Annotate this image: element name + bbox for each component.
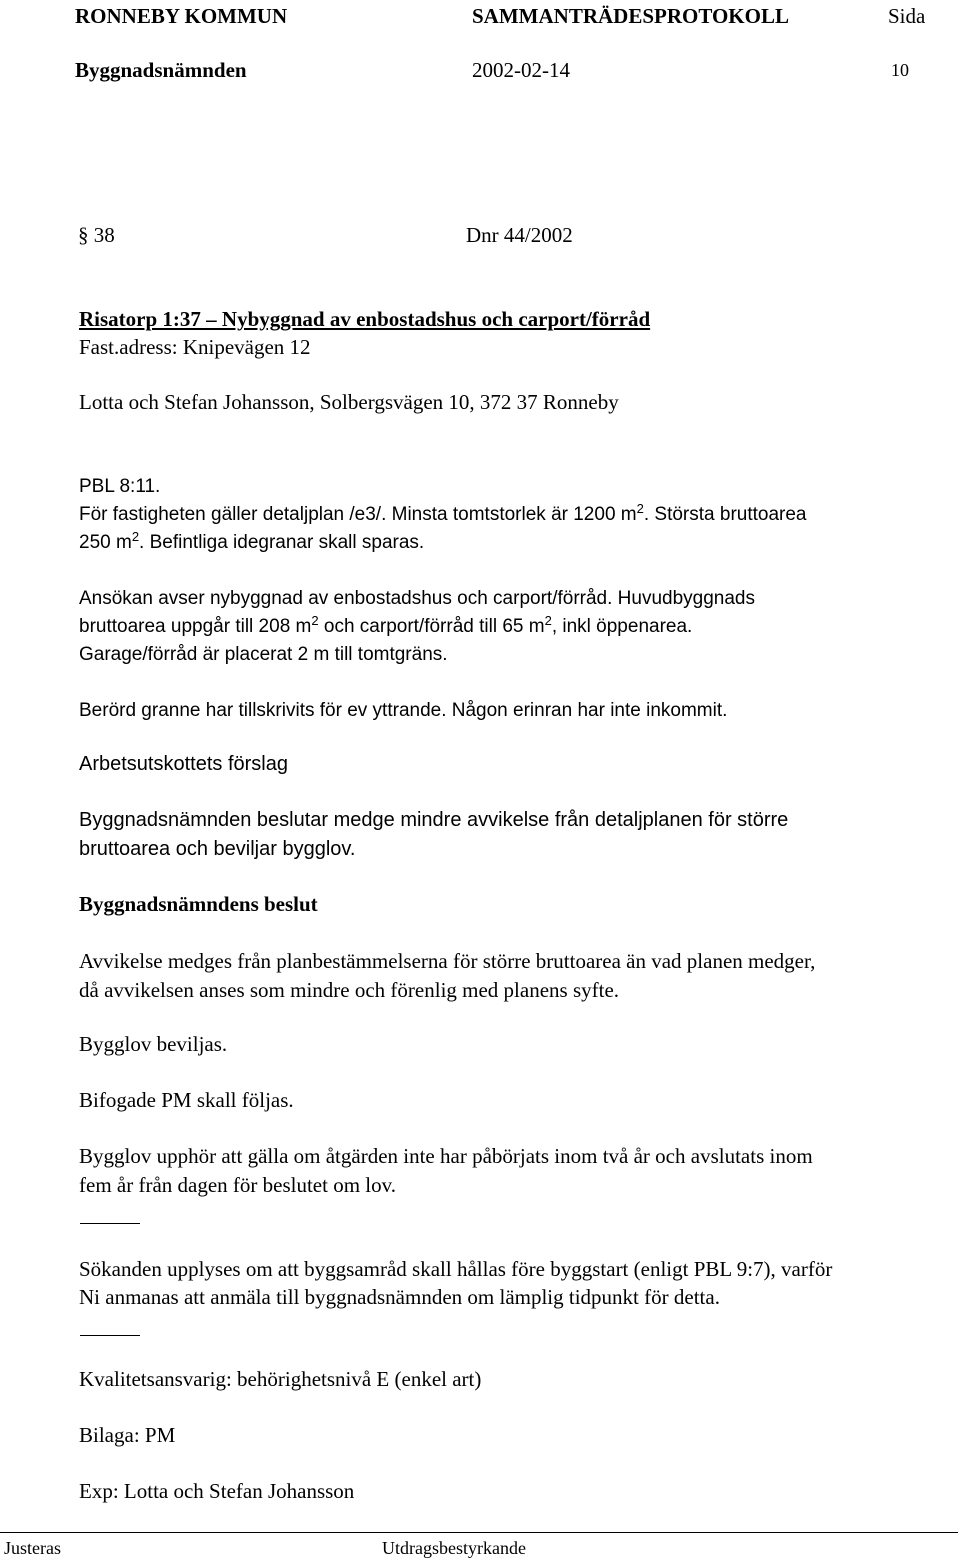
footer-rule [0, 1532, 958, 1533]
decision-p3: Bifogade PM skall följas. [79, 1088, 294, 1112]
decision-p2: Bygglov beviljas. [79, 1032, 228, 1056]
footer-utdragsbestyrkande: Utdragsbestyrkande [382, 1538, 526, 1558]
dispatch: Exp: Lotta och Stefan Johansson [79, 1479, 355, 1503]
page-label: Sida [888, 4, 926, 28]
proposal-line-2: bruttoarea och beviljar bygglov. [79, 838, 356, 860]
page-number: 10 [891, 60, 909, 80]
document-type: SAMMANTRÄDESPROTOKOLL [472, 4, 789, 28]
separator-line [80, 1223, 140, 1224]
proposal-heading: Arbetsutskottets förslag [79, 753, 288, 775]
planning-line-2: 250 $m^2$. Befintliga idegranar skall sparas. [79, 529, 425, 553]
notice-line-1: Sökanden upplyses om att byggsamråd skall hållas före byggstart (enligt PBL 9:7), varför [79, 1257, 833, 1281]
case-title: Risatorp 1:37 – Nybyggnad av enbostadshus och carport/förråd [79, 307, 651, 331]
quality-responsible: Kvalitetsansvarig: behörighetsnivå E (enkel art) [79, 1367, 482, 1391]
committee-name: Byggnadsnämnden [75, 58, 247, 82]
dnr: Dnr 44/2002 [466, 223, 573, 247]
pbl-reference: PBL 8:11. [79, 476, 161, 497]
meeting-date: 2002-02-14 [472, 58, 570, 82]
section-line [78, 220, 115, 250]
separator-line [80, 1335, 140, 1336]
application-line-2: bruttoarea uppgår till 208 $m^2$ och carport/förråd till 65 $m^2$, inkl öppenarea. [79, 613, 693, 637]
decision-heading: Byggnadsnämndens beslut [79, 892, 318, 916]
proposal-line-1: Byggnadsnämnden beslutar medge mindre avvikelse från detaljplanen för större [79, 809, 789, 831]
planning-line-1: För fastigheten gäller detaljplan /e3/. Minsta tomtstorlek är 1200 $m^2$. Största bruttoarea [79, 501, 807, 525]
attachment: Bilaga: PM [79, 1423, 176, 1447]
applicant: Lotta och Stefan Johansson, Solbergsvägen 10, 372 37 Ronneby [79, 390, 619, 414]
application-line-3: Garage/förråd är placerat 2 m till tomtgräns. [79, 644, 448, 665]
neighbor-note: Berörd granne har tillskrivits för ev yttrande. Någon erinran har inte inkommit. [79, 700, 728, 721]
section-number: 38 [93, 223, 115, 247]
footer-justeras: Justeras [4, 1538, 61, 1558]
decision-p4-line-2: fem år från dagen för beslutet om lov. [79, 1173, 397, 1197]
notice-line-2: Ni anmanas att anmäla till byggnadsnämnden om lämplig tidpunkt för detta. [79, 1285, 720, 1309]
section-symbol: § [78, 223, 89, 247]
decision-p1-line-2: då avvikelsen anses som mindre och förenlig med planens syfte. [79, 978, 620, 1002]
property-address: Fast.adress: Knipevägen 12 [79, 335, 311, 359]
decision-p1-line-1: Avvikelse medges från planbestämmelserna för större bruttoarea än vad planen medger, [79, 949, 816, 973]
application-line-1: Ansökan avser nybyggnad av enbostadshus och carport/förråd. Huvudbyggnads [79, 588, 755, 609]
decision-p4-line-1: Bygglov upphör att gälla om åtgärden inte har påbörjats inom två år och avslutats inom [79, 1144, 813, 1168]
org-name: RONNEBY KOMMUN [75, 4, 288, 28]
